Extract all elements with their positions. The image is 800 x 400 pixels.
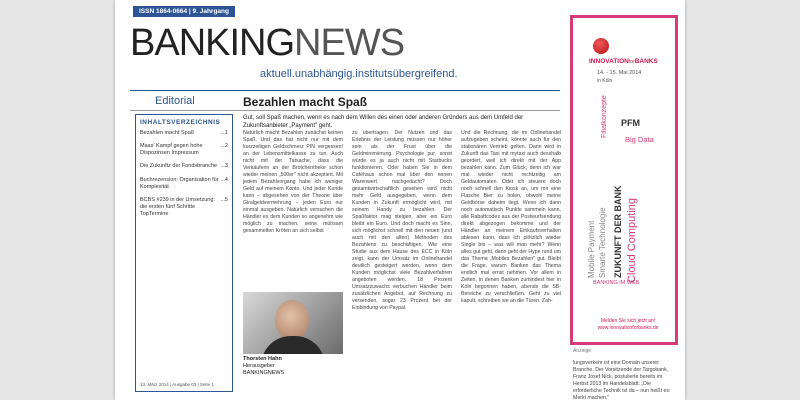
header-divider <box>130 90 560 91</box>
ad-word-smarte-technologie: Smarte Technologie <box>598 207 607 278</box>
toc-item-page: ...2 <box>220 143 228 150</box>
ad-brand-for: for <box>628 59 635 65</box>
toc-item[interactable] <box>140 143 228 157</box>
ad-banner[interactable] <box>570 15 678 345</box>
toc-item-label: BCBS #239 in der Umsetzung: die ersten fünf Schritte TopTermine <box>140 196 215 218</box>
masthead-bold: BANKING <box>130 22 295 64</box>
ad-web: BANKING IM WEB <box>593 280 640 286</box>
toc-item-label: Bezahlen macht Spaß <box>140 130 195 136</box>
article-continuation: lungsverkehr ist eine Domain unserer Branche. Der Vorsitzende der Targobank, Franz Josef Nick, postulierte bereits im Herbst 2013 im Handelsblatt: „Die erforderliche Technik ist da – nun heißt es: Merkt machen." <box>573 360 671 400</box>
ad-word-zukunft: ZUKUNFT DER BANK <box>613 185 623 278</box>
article-headline: Bezahlen macht Spaß <box>243 95 368 109</box>
table-of-contents <box>135 114 233 392</box>
article-lead: Gut, soll Spaß machen, wenn es nach dem Willen des einen oder anderen Gründers aus dem Umfeld der Zukunftsanbieter „Payment" geht. <box>243 115 524 130</box>
ad-cta: Melden Sie sich jetzt an! <box>600 318 656 324</box>
issn-badge: ISSN 1864-0664 | 9. Jahrgang <box>133 6 235 17</box>
headline-divider <box>130 110 560 111</box>
ad-brand-main: INNOVATION <box>589 58 629 65</box>
ad-word-bigdata: Big Data <box>625 135 654 144</box>
ad-word-filialkonzepte: Filialkonzepte <box>601 95 608 138</box>
toc-item[interactable] <box>140 130 228 137</box>
ad-label: Anzeige <box>573 348 592 354</box>
ad-brand <box>589 58 658 65</box>
toc-item-label: Die Zukunftz der Fondsbranche <box>140 163 218 170</box>
author-caption <box>243 356 343 377</box>
toc-title: INHALTSVERZEICHNIS <box>140 119 221 126</box>
toc-item-page: ...1 <box>220 130 228 136</box>
ad-brand-banks: BANKS <box>634 58 658 65</box>
ad-word-mobile-payment: Mobile Payment <box>587 220 596 278</box>
author-org: BANKINGNEWS <box>243 370 285 377</box>
section-tab: Editorial <box>155 95 195 107</box>
newsletter-page <box>115 0 685 400</box>
toc-item-page: ...5 <box>220 196 228 203</box>
masthead-light: NEWS <box>294 22 405 64</box>
issue-footer: 13. März 2014 | Ausgabe 03 | Seite 1 <box>140 382 214 387</box>
author-role: Herausgeber <box>243 363 275 370</box>
ad-logo-icon <box>593 38 609 54</box>
tagline: aktuell.unabhängig.institutsübergreifend. <box>260 68 458 80</box>
toc-item[interactable] <box>140 163 228 170</box>
author-photo-head <box>275 300 309 340</box>
ad-word-cloud: Cloud Computing <box>626 198 638 283</box>
toc-item-label: Buchrezension: Organisation für Komplexität <box>140 176 219 190</box>
ad-word-pfm: PFM <box>621 118 640 128</box>
author-photo <box>243 292 343 354</box>
article-column-2: zu übertragen. Der Nutzen und das Erlebnis der Leistung müssen nur höher sein als der Frust über die Geldminimierung. Psychologie pur, sonst würde es ja auch nicht mit Starbucks funktionieren. Oder haben Sie in dem Caféhaus schon mal über den reinen Warenwert nachgedacht? Doch gesamtwirtschaftlich gesehen wird nicht mehr Geld ausgegeben, wenn dem Kunden in Zukunft ermöglicht wird, mit seinem Handy zu bezahlen. Der Spaßfaktor mag steigen, aber ein Euro bleibt ein Euro. Und doch macht es Sinn, sich möglichst schnell mit den neuen (und auch mit den alten) Methoden des Bezahlens zu beschäftigen. Wie eine Studie aus dem Hause des ECC in Köln zeigt, kann der Umsatz im Onlinehandel deutlich gesteigert werden, wenn dem Kunden möglichst viele Bezahlverfahren angeboten werden. 18 Prozent Umsatzzuwachs verbuchen Händler beim zusätzlichen Angebot, auf Rechnung zu versenden, sogar 23 Prozent bei der Einbindung von Paypal. <box>352 130 452 312</box>
toc-item-label: Maas' Kampf gegen hohe Dispozinsen Impressum <box>140 143 203 157</box>
toc-item-page: ...4 <box>220 176 228 183</box>
ad-city: in Köln <box>597 78 613 84</box>
masthead <box>130 24 404 62</box>
article-column-3: Und die Rechnung, die im Onlinehandel aufzugeben scheint, könnte auch für den stationären Vertrieb gelten. Dann wird in Zukunft das Taxi mit mytaxi auch desshalb geordert, weil ich direkt mit der App bezahlen kann. Zum Glück, denn ich war mal wieder nicht rechtzeitig am Geldautomaten. Oder ich steuere doch noch schnell den Kiosk an, um mir eine Flasche Bier zu holen, obwohl meine Geldbörse daheim liegt. Wenn ich dann noch automatisch Punkte sammeln kann, alle Rabattcodes aus der Postwurfsendung direkt abgezogen bekomme und der Händler an meinem Einkaufsverhalten ablesen kann, dass ich plötzlich wieder Single bin – was will man mehr? Wenn alles gut geht, dann geht der Hype rund um das Thema „Mobiles Bezahlen" gut. Bleibt die Frage, warum Banken das Thema endlich mal ernst nehmen. Vor allem in Zeiten, in denen Banken zumindest hier in Köln begonnen haben, abends die SB-Bereiche zu verschließen. Geht zu viel kaputt, schreiben sie an die Türen. Zah- <box>461 130 561 305</box>
ad-date: 14. - 15. Mai 2014 <box>597 70 642 76</box>
ad-url-link[interactable]: www.innovationforbanks.de <box>597 325 659 331</box>
author-name: Thorsten Hahn <box>243 356 282 362</box>
toc-item-page: ...3 <box>220 163 228 170</box>
toc-item[interactable] <box>140 177 228 191</box>
toc-item[interactable] <box>140 197 228 218</box>
ad-contact[interactable] <box>583 318 673 332</box>
author-photo-suit <box>261 336 325 354</box>
article-column-1: Natürlich macht Bezahlen zunächst keinen Spaß. Und das hat nicht nur mit dem kurzzeitigen Geldschmerz PIN vergessen! an der Lebensmittelkasse zu tun. Auch nicht mit der Tatsache, dass die Verkäuferin an der Brotchentheke schon wieder meinen „500er" nicht akzeptiert. Mit jedem Bezahlvorgang habe ich weniger Geld auf meinem Konto. Und jeder Kunde kann – abgesehen von der Theorie über Giralgeldvermehrung – jeden Euro nur einmal ausgeben. Natürlich versuchen die Händler es dem Kunden so angenehm wie möglich zu machen, seine mühsam gesammelten Kröten an sich selbst <box>243 130 343 235</box>
